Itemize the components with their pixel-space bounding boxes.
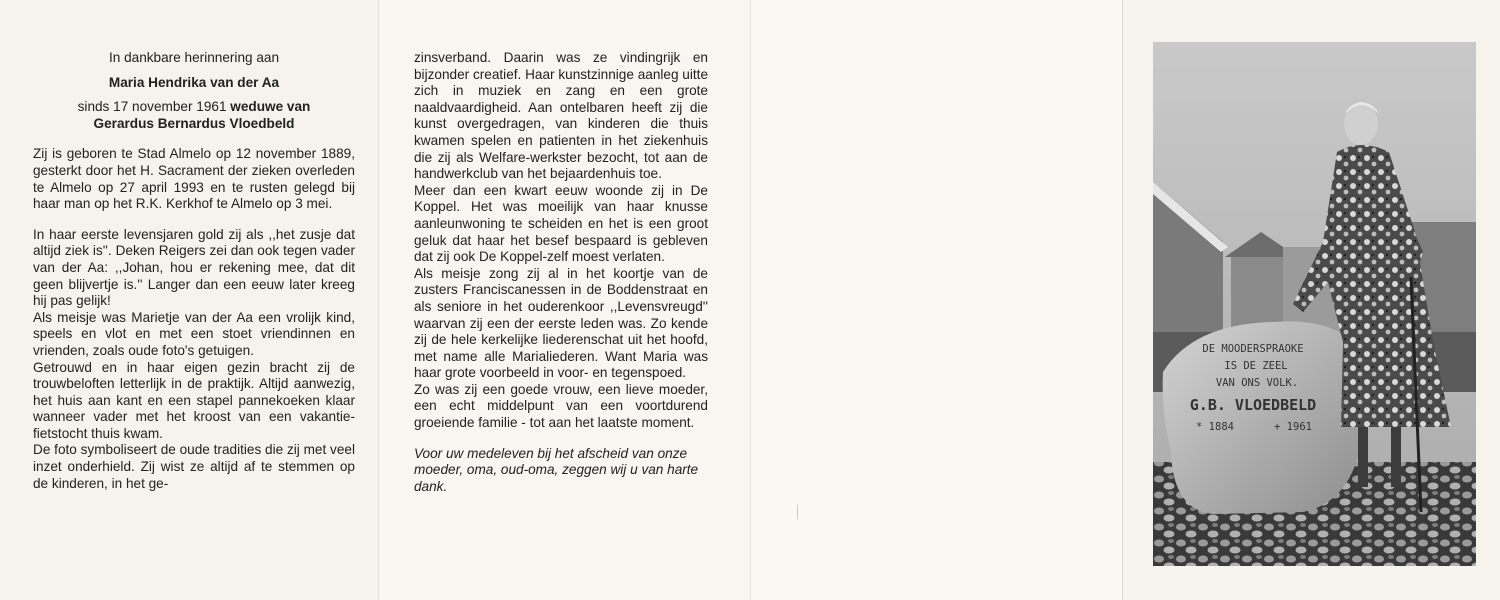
deceased-name: Maria Hendrika van der Aa (108, 74, 280, 90)
since-text: sinds 17 november 1961 (77, 99, 227, 115)
fold-mark (797, 505, 798, 519)
card-panel-left (0, 0, 378, 600)
memorial-photo (1153, 42, 1476, 566)
middle-text-column (414, 50, 708, 495)
paragraph-marriage: Getrouwd en in haar eigen gezin bracht zij de trouwbeloften letterlijk in de praktijk. Altijd aanwezig, het huis aan kant en een stapel pannekoeken klaar wanneer vader met het kroost van een vakantie-fietstocht thuis kwam. (33, 359, 355, 441)
widow-text: weduwe van (230, 99, 311, 115)
stone-line-1: DE MOODERSPRAOKE (1202, 343, 1304, 355)
stone-name: G.B. VLOEDBELD (1189, 396, 1317, 414)
paragraph-girlhood: Als meisje was Marietje van der Aa een vrolijk kind, speels en vlot en met een stoet vriendinnen en vrienden, zoals oude foto's getuigen. (33, 309, 355, 358)
stone-line-3: VAN ONS VOLK. (1215, 377, 1299, 389)
husband-name: Gerardus Bernardus Vloedbeld (93, 115, 295, 131)
woman-leg-right (1391, 427, 1401, 487)
thanks-text: Voor uw medeleven bij het afscheid van onze moeder, oma, oud-oma, zeggen wij u van harte dank. (414, 445, 699, 494)
paragraph-traditions: De foto symboliseert de oude tradities die zij met veel inzet onderhield. Zij wist ze altijd af te stemmen op de kinderen, in het ge- (33, 442, 355, 491)
photo-illustration (1153, 42, 1476, 566)
paragraph-choir: Als meisje zong zij al in het koortje van de zusters Franciscanessen in de Boddenstraat en als seniore in het ouderenkoor ,,Levensvreugd'' waarvan zij een der eerste leden was. Zo kende zij de hele kerkelijke liederenschat uit het hoofd, met name alle Marialiederen. Want Maria was haar grote voorbeeld in voor- en tegenspoed. (414, 265, 708, 381)
left-text-column (33, 50, 355, 492)
stone-born: * 1884 (1196, 421, 1234, 433)
stone-died: + 1961 (1274, 421, 1312, 433)
stone-line-2: IS DE ZEEL (1224, 360, 1288, 372)
intro-line: In dankbare herinnering aan (108, 50, 280, 65)
paragraph-birth-death: Zij is geboren te Stad Almelo op 12 november 1889, gesterkt door het H. Sacrament der zieken overleden te Almelo op 27 april 1993 en te rusten gelegd bij haar man op het R.K. Kerkhof te Almelo op 3 mei. (33, 146, 355, 212)
widow-line (33, 99, 355, 116)
paragraph-creativity: zinsverband. Daarin was ze vindingrijk en bijzonder creatief. Haar kunstzinnige aanleg uitte zich in muziek en zang en een grote naaldvaardigheid. Aan ontelbaren heeft zij die kunst overgedragen, van kinderen die thuis kwamen spelen en patienten in het ziekenhuis die zij als Welfare-werkster bezocht, tot aan de handwerkclub van het bejaardenhuis toe. (414, 50, 708, 182)
card-panel-blank (750, 0, 1123, 600)
paragraph-de-koppel: Meer dan een kwart eeuw woonde zij in De Koppel. Het was moeilijk van haar knusse aanleunwoning te scheiden en het is een groot geluk dat haar het besef bespaard is gebleven dat zij ook De Koppel-zelf moest verlaten. (414, 182, 708, 265)
woman-leg-left (1358, 427, 1368, 487)
paragraph-childhood: In haar eerste levensjaren gold zij als ,,het zusje dat altijd ziek is''. Deken Reigers zei dan ook tegen vader van der Aa: ,,Johan, hou er rekening mee, dat dit geen blijvertje is.'' Langer dan een eeuw later kreeg hij pas gelijk! (33, 226, 355, 309)
paragraph-good-woman: Zo was zij een goede vrouw, een lieve moeder, een echt middelpunt van een voortdurend groeiende familie - tot aan het laatste moment. (414, 381, 708, 431)
